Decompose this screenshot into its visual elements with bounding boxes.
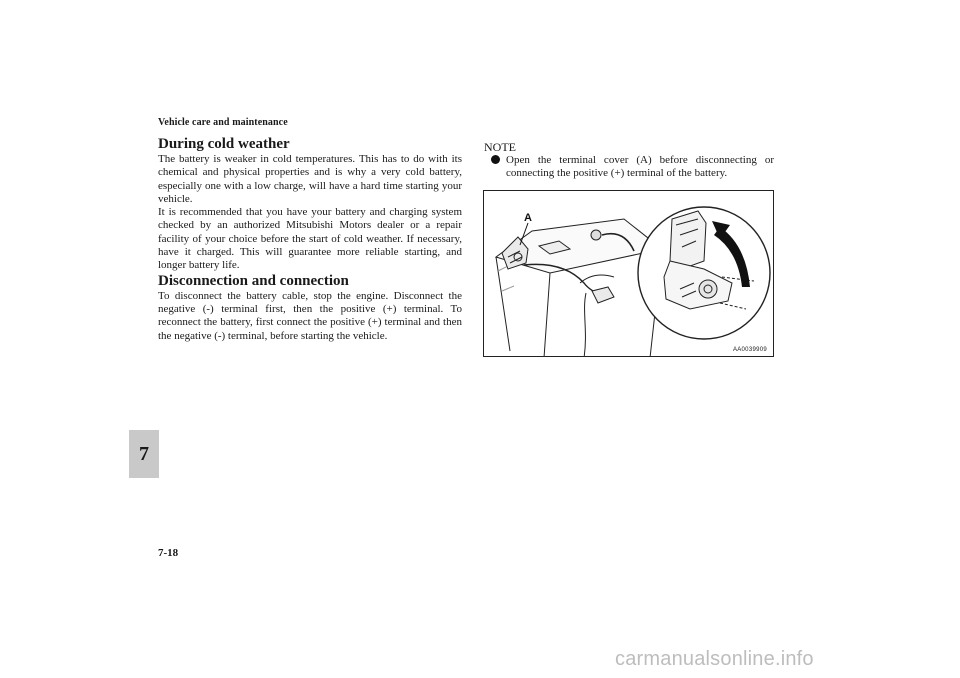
note-label: NOTE [484,140,516,154]
callout-a-label: A [524,212,532,224]
disconnection-heading: Disconnection and connection [158,272,349,289]
watermark-link[interactable]: carmanualsonline.info [615,648,814,670]
bullet-icon [491,155,500,164]
cold-weather-paragraph-1: The battery is weaker in cold temperatures. This has to do with its chemical and physical properties and is why a very cold battery, especially one with a low charge, will have a hard time starting your vehicle. [158,153,462,205]
cold-weather-heading: During cold weather [158,136,290,152]
left-column [158,136,462,343]
note-item [484,154,774,181]
figure-code: AA0039909 [732,347,767,353]
terminal-cover-detail-illustration [638,207,770,339]
note-item-text: Open the terminal cover (A) before disconnecting or connecting the positive (+) terminal of the battery. [506,154,774,180]
section-header: Vehicle care and maintenance [158,117,288,128]
chapter-tab: 7 [129,430,159,478]
cold-weather-paragraph-2: It is recommended that you have your battery and charging system checked by an authorized Mitsubishi Motors dealer or a repair facility of your choice before the start of cold weather. If necessary, have it charged. This will guarantee more reliable starting, and longer battery life. [158,206,462,272]
battery-figure [483,190,774,357]
right-column [484,141,774,181]
battery-illustration [484,191,774,357]
page-number: 7-18 [158,547,179,559]
disconnection-paragraph: To disconnect the battery cable, stop the engine. Disconnect the negative (-) terminal first, then the positive (+) terminal. To reconnect the battery, first connect the positive (+) terminal and then the negative (-) terminal, before starting the vehicle. [158,289,462,342]
